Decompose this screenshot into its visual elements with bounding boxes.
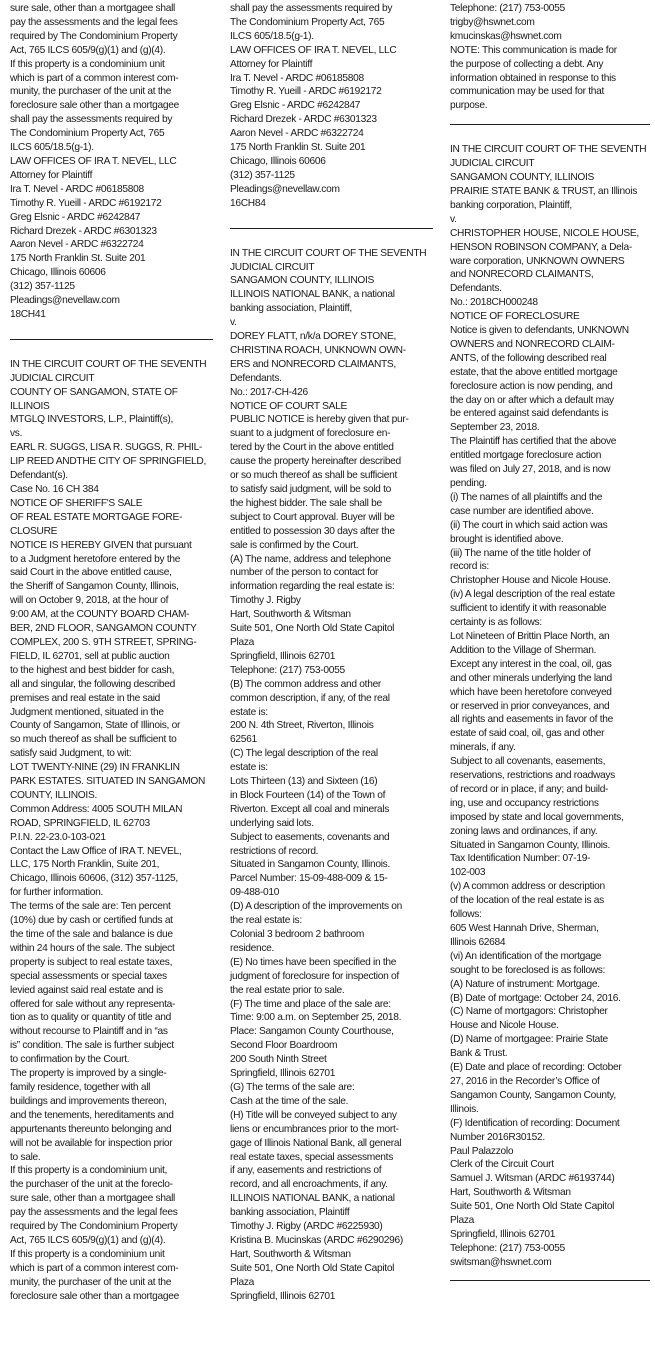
notice-tail-nevel-18ch41 bbox=[10, 0, 213, 322]
notice-text: Telephone: (217) 753-0055 trigby@hswnet.com kmucinskas@hswnet.com NOTE: This communication is made for the purpose of collecting a debt. Any information obtained in response to this communication may be used for that purpose. bbox=[450, 3, 617, 112]
column-2 bbox=[230, 0, 433, 1303]
notice-prairie-state-bank-foreclosure bbox=[450, 143, 650, 1269]
notice-divider bbox=[450, 1280, 650, 1281]
notice-divider bbox=[230, 228, 433, 229]
column-3 bbox=[450, 0, 650, 1281]
notice-mtglq-sheriff-sale bbox=[10, 358, 213, 1304]
notice-divider bbox=[450, 124, 650, 125]
notice-divider bbox=[10, 339, 213, 340]
notice-text: IN THE CIRCUIT COURT OF THE SEVENTH JUDICIAL CIRCUIT SANGAMON COUNTY, ILLINOIS ILLINOIS NATIONAL BANK, a national banking association, Plaintiff, v. DOREY FLATT, n/k/a DOREY STONE, CHRISTINA ROACH, UNKNOWN OWN- ERS and NONRECORD CLAIMANTS, Defendants. No.: 2017-CH-426 NOTICE OF COURT SALE PUBLIC NOTICE is hereby given that pur- suant to a judgment of foreclosure en- tered by the Court in the above entitled cause the property hereinafter described or so much thereof as shall be sufficient to satisfy said judgment, will be sold to the highest bidder. The sale shall be subject to Court approval. Buyer will be entitled to possession 30 days after the sale is confirmed by the Court. (A) The name, address and telephone number of the person to contact for information regarding the real estate is: Timothy J. Rigby Hart, Southworth & Witsman Suite 501, One North Old State Capitol Plaza Springfield, Illinois 62701 Telephone: (217) 753-0055 (B) The common address and other common description, if any, of the real estate is: 200 N. 4th Street, Riverton, Illinois 62561 (C) The legal description of the real estate is: Lots Thirteen (13) and Sixteen (16) in Block Fourteen (14) of the Town of Riverton. Except all coal and minerals underlying said lots. Subject to easements, covenants and restrictions of record. Situated in Sangamon County, Illinois. Parcel Number: 15-09-488-009 & 15- 09-488-010 (D) A description of the improvements on the real estate is: Colonial 3 bedroom 2 bathroom residence. (E) No times have been specified in the judgment of foreclosure for inspection of the real estate prior to sale. (F) The time and place of the sale are: Time: 9:00 a.m. on September 25, 2018. Place: Sangamon County Courthouse, Second Floor Boardroom 200 South Ninth Street Springfield, Illinois 62701 (G) The terms of the sale are: Cash at the time of the sale. (H) Title will be conveyed subject to any liens or encumbrances prior to the mort- gage of Illinois National Bank, all general real estate taxes, special assessments if any, easements and restrictions of record, and all encroachments, if any. ILLINOIS NATIONAL BANK, a national banking association, Plaintiff Timothy J. Rigby (ARDC #6225930) Kristina B. Mucinskas (ARDC #6290296) Hart, Southworth & Witsman Suite 501, One North Old State Capitol Plaza Springfield, Illinois 62701 bbox=[230, 247, 427, 1302]
notice-tail-debt-collection-note bbox=[450, 0, 650, 113]
notice-illinois-national-bank-court-sale bbox=[230, 247, 433, 1304]
column-1 bbox=[10, 0, 213, 1303]
notice-text: shall pay the assessments required by The Condominium Property Act, 765 ILCS 605/18.5(g-1). LAW OFFICES OF IRA T. NEVEL, LLC Attorney for Plaintiff Ira T. Nevel - ARDC #06185808 Timothy R. Yueill - ARDC #6192172 Greg Elsnic - ARDC #6242847 Richard Drezek - ARDC #6301323 Aaron Nevel - ARDC #6322724 175 North Franklin St. Suite 201 Chicago, Illinois 60606 (312) 357-1125 Pleadings@nevellaw.com 16CH84 bbox=[230, 3, 397, 209]
notice-text: sure sale, other than a mortgagee shall pay the assessments and the legal fees required by The Condominium Property Act, 765 ILCS 605/9(g)(1) and (g)(4). If this property is a condominium unit which is part of a common interest com- munity, the purchaser of the unit at the foreclosure sale other than a mortgagee shall pay the assessments required by The Condominium Property Act, 765 ILCS 605/18.5(g-1). LAW OFFICES OF IRA T. NEVEL, LLC Attorney for Plaintiff Ira T. Nevel - ARDC #06185808 Timothy R. Yueill - ARDC #6192172 Greg Elsnic - ARDC #6242847 Richard Drezek - ARDC #6301323 Aaron Nevel - ARDC #6322724 175 North Franklin St. Suite 201 Chicago, Illinois 60606 (312) 357-1125 Pleadings@nevellaw.com 18CH41 bbox=[10, 3, 179, 320]
notice-text: IN THE CIRCUIT COURT OF THE SEVENTH JUDICIAL CIRCUIT COUNTY OF SANGAMON, STATE OF ILLINOIS MTGLQ INVESTORS, L.P., Plaintiff(s), vs. EARL R. SUGGS, LISA R. SUGGS, R. PHIL- LIP REED ANDTHE CITY OF SPRINGFIELD, Defendant(s). Case No. 16 CH 384 NOTICE OF SHERIFF'S SALE OF REAL ESTATE MORTGAGE FORE- CLOSURE NOTICE IS HEREBY GIVEN that pursuant to a Judgment heretofore entered by the said Court in the above entitled cause, the Sheriff of Sangamon County, Illinois, will on October 9, 2018, at the hour of 9:00 AM, at the COUNTY BOARD CHAM- BER, 2ND FLOOR, SANGAMON COUNTY COMPLEX, 200 S. 9TH STREET, SPRING- FIELD, IL 62701, sell at public auction to the highest and best bidder for cash, all and singular, the following described premises and real estate in the said Judgment mentioned, situated in the County of Sangamon, State of Illinois, or so much thereof as shall be sufficient to satisfy said Judgment, to wit: LOT TWENTY-NINE (29) IN FRANKLIN PARK ESTATES. SITUATED IN SANGAMON COUNTY, ILLINOIS. Common Address: 4005 SOUTH MILAN ROAD, SPRINGFIELD, IL 62703 P.I.N. 22-23.0-103-021 Contact the Law Office of IRA T. NEVEL, LLC, 175 North Franklin, Suite 201, Chicago, Illinois 60606, (312) 357-1125, for further information. The terms of the sale are: Ten percent (10%) due by cash or certified funds at the time of the sale and balance is due within 24 hours of the sale. The subject property is subject to real estate taxes, special assessments or special taxes levied against said real estate and is offered for sale without any representa- tion as to quality or quantity of title and without recourse to Plaintiff and in “as is” condition. The sale is further subject to confirmation by the Court. The property is improved by a single- family residence, together with all buildings and improvements thereon, and the tenements, hereditaments and appurtenants thereunto belonging and will not be available for inspection prior to sale. If this property is a condominium unit, the purchaser of the unit at the foreclo- sure sale, other than a mortgagee shall pay the assessments and the legal fees required by The Condominium Property Act, 765 ILCS 605/9(g)(1) and (g)(4). If this property is a condominium unit which is part of a common interest com- munity, the purchaser of the unit at the foreclosure sale other than a mortgagee bbox=[10, 358, 207, 1302]
notice-tail-nevel-16ch84 bbox=[230, 0, 433, 211]
notice-text: IN THE CIRCUIT COURT OF THE SEVENTH JUDICIAL CIRCUIT SANGAMON COUNTY, ILLINOIS PRAIRIE STATE BANK & TRUST, an Illinois banking corporation, Plaintiff, v. CHRISTOPHER HOUSE, NICOLE HOUSE, HENSON ROBINSON COMPANY, a Dela- ware corporation, UNKNOWN OWNERS and NONRECORD CLAIMANTS, Defendants. No.: 2018CH000248 NOTICE OF FORECLOSURE Notice is given to defendants, UNKNOWN OWNERS and NONRECORD CLAIM- ANTS, of the following described real estate, that the above entitled mortgage foreclosure action is now pending, and the day on or after which a default may be entered against said defendants is September 23, 2018. The Plaintiff has certified that the above entitled mortgage foreclosure action was filed on July 27, 2018, and is now pending. (i) The names of all plaintiffs and the case number are identified above. (ii) The court in which said action was brought is identified above. (iii) The name of the title holder of record is: Christopher House and Nicole House. (iv) A legal description of the real estate sufficient to identify it with reasonable certainty is as follows: Lot Nineteen of Brittin Place North, an Addition to the Village of Sherman. Except any interest in the coal, oil, gas and other minerals underlying the land which have been heretofore conveyed or reserved in prior conveyances, and all rights and easements in favor of the estate of said coal, oil, gas and other minerals, if any. Subject to all covenants, easements, reservations, restrictions and roadways of record or in place, if any; and build- ing, use and occupancy restrictions imposed by state and local governments, zoning laws and ordinances, if any. Situated in Sangamon County, Illinois. Tax Identification Number: 07-19- 102-003 (v) A common address or description of the location of the real estate is as follows: 605 West Hannah Drive, Sherman, Illinois 62684 (vi) An identification of the mortgage sought to be foreclosed is as follows: (A) Nature of instrument: Mortgage. (B) Date of mortgage: October 24, 2016. (C) Name of mortgagors: Christopher House and Nicole House. (D) Name of mortgagee: Prairie State Bank & Trust. (E) Date and place of recording: October 27, 2016 in the Recorder’s Office of Sangamon County, Sangamon County, Illinois. (F) Identification of recording: Document Number 2016R30152. Paul Palazzolo Clerk of the Circuit Court Samuel J. Witsman (ARDC #6193744) Hart, Southworth & Witsman Suite 501, One North Old State Capitol Plaza Springfield, Illinois 62701 Telephone: (217) 753-0055 switsman@hswnet.com bbox=[450, 144, 647, 1268]
